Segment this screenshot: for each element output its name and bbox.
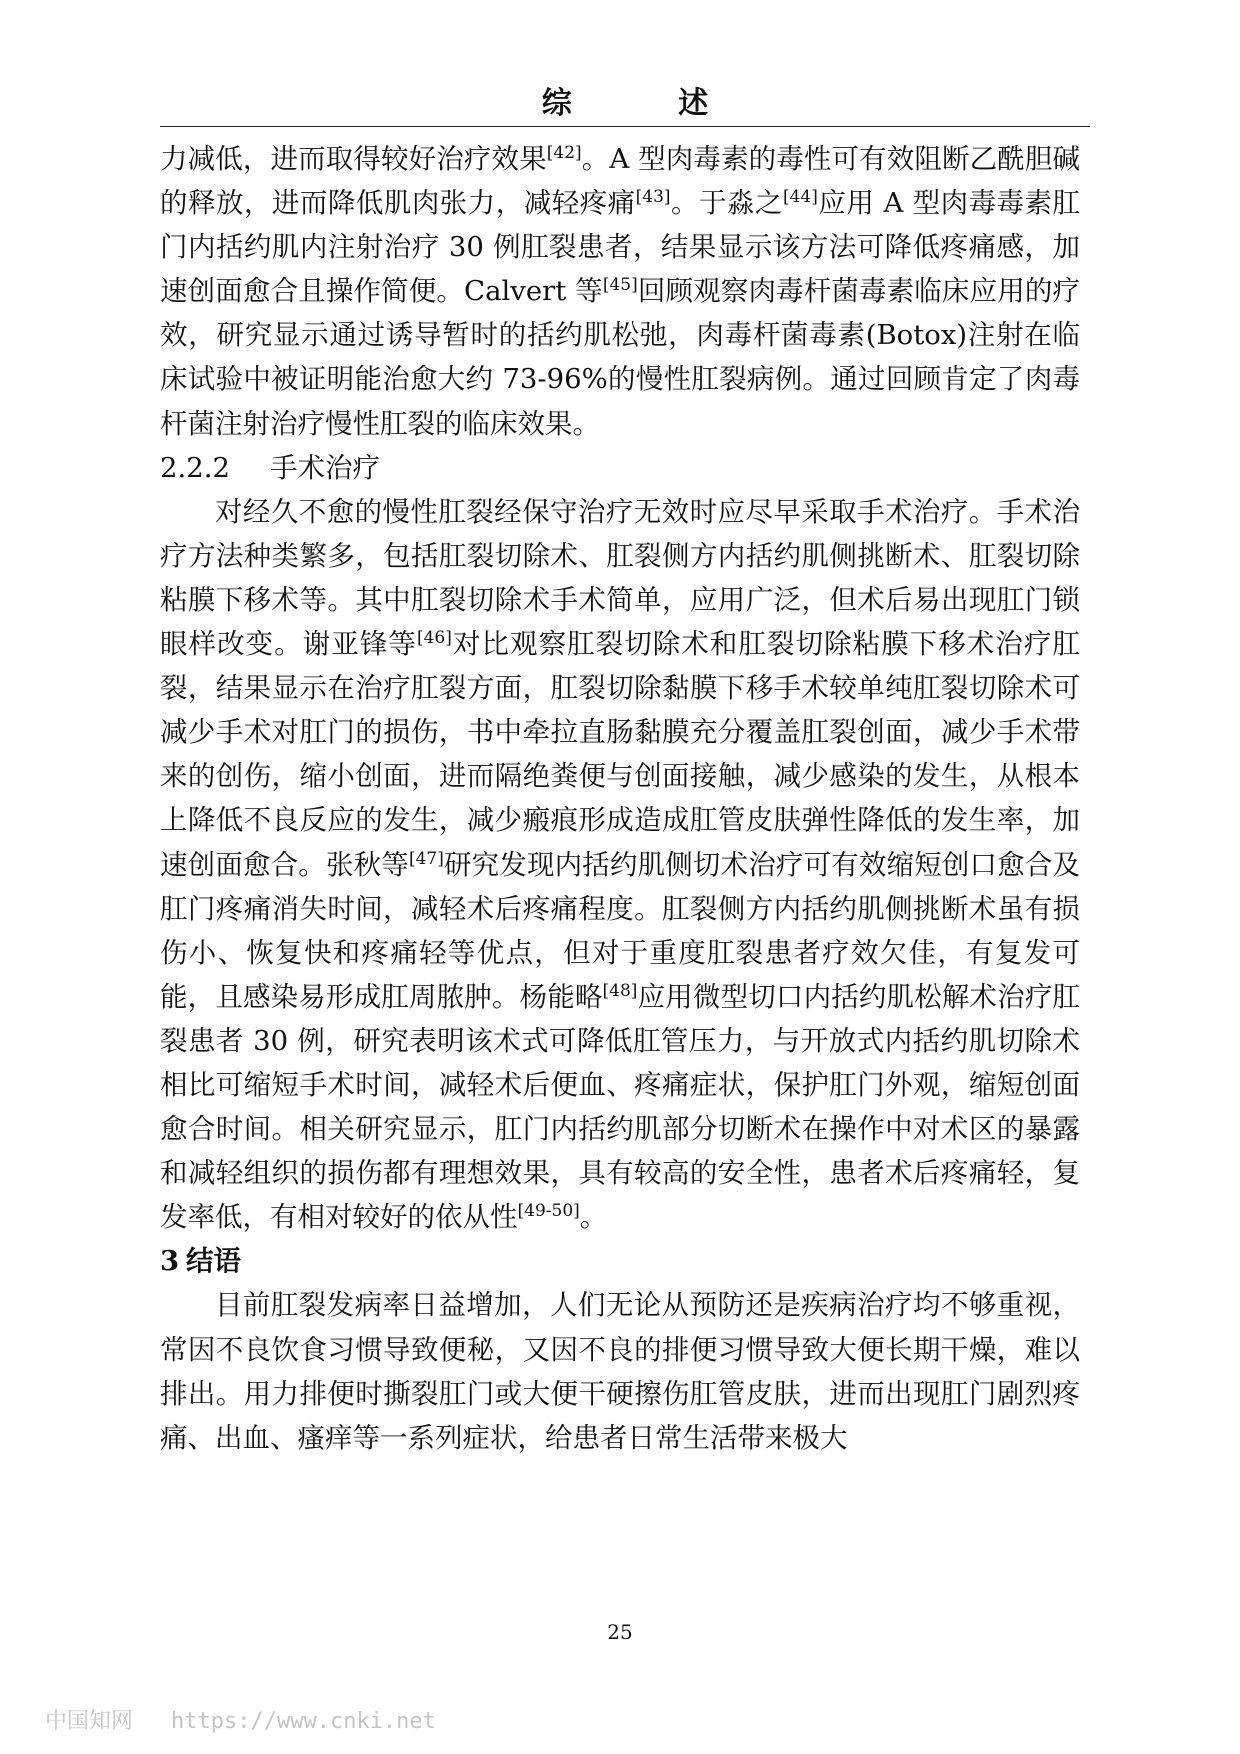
text-run: 对经久不愈的慢性肛裂经保守治疗无效时应尽早采取手术治疗。手术治疗方法种类繁多，包括肛裂切除术、肛裂侧方内括约肌侧挑断术、肛裂切除粘膜下移术等。其中肛裂切除术手术简单，应用广泛，但术后易出现肛门锁眼样改变。谢亚锋等 <box>160 495 1080 661</box>
section-title: 结语 <box>186 1245 241 1278</box>
text-run: 。A 型肉毒素的毒性可有效阻断乙酰胆碱的释放，进而降低肌肉张力，减轻疼痛 <box>160 143 1080 220</box>
page-header-title: 综 述 <box>541 86 757 121</box>
text-run: 对比观察肛裂切除术和肛裂切除粘膜下移术治疗肛裂，结果显示在治疗肛裂方面，肛裂切除黏膜下移手术较单纯肛裂切除术可减少手术对肛门的损伤，书中牵拉直肠黏膜充分覆盖肛裂创面，减少手术带来的创伤，缩小创面，进而隔绝粪便与创面接触，减少感染的发生，从根本上降低不良反应的发生，减少瘢痕形成造成肛管皮肤弹性降低的发生率，加速创面愈合。张秋等 <box>160 628 1081 881</box>
citation-ref: [47] <box>408 848 444 869</box>
text-run: 。 <box>579 1201 608 1234</box>
citation-ref: [45] <box>602 275 638 296</box>
text-run: 力减低，进而取得较好治疗效果 <box>160 143 547 175</box>
watermark-url: https://www.cnki.net <box>171 1709 436 1734</box>
paragraph-surgery <box>160 490 1080 1240</box>
page-number: 25 <box>607 1620 633 1644</box>
article-body <box>160 137 1080 1460</box>
citation-ref: [44] <box>782 187 818 208</box>
text-run: 。于淼之 <box>670 187 783 220</box>
section-number: 3 <box>160 1245 180 1278</box>
section-number: 2.2.2 <box>160 451 230 484</box>
cnki-watermark <box>45 1707 436 1737</box>
paragraph-botox <box>160 137 1080 446</box>
citation-ref: [46] <box>416 628 452 649</box>
citation-ref: [48] <box>602 980 638 1001</box>
citation-ref: [42] <box>546 143 582 163</box>
text-run: 应用 A 型肉毒毒素肛门内括约肌内注射治疗 30 例肛裂患者，结果显示该方法可降低疼痛感，加速创面愈合且操作简便。Calvert 等 <box>160 187 1081 308</box>
section-title: 手术治疗 <box>270 451 380 484</box>
section-heading-2-2-2 <box>160 446 1080 490</box>
text-run: 目前肛裂发病率日益增加，人们无论从预防还是疾病治疗均不够重视，常因不良饮食习惯导致便秘，又因不良的排便习惯导致大便长期干燥，难以排出。用力排便时撕裂肛门或大便干硬擦伤肛管皮肤，进而出现肛门剧烈疼痛、出血、瘙痒等一系列症状，给患者日常生活带来极大 <box>160 1289 1080 1454</box>
text-run: 应用微型切口内括约肌松解术治疗肛裂患者 30 例，研究表明该术式可降低肛管压力，与开放式内括约肌切除术相比可缩短手术时间，减轻术后便血、疼痛症状，保护肛门外观，缩短创面愈合时间。相关研究显示，肛门内括约肌部分切断术在操作中对术区的暴露和减轻组织的损伤都有理想效果，具有较高的安全性，患者术后疼痛轻，复发率低，有相对较好的依从性 <box>160 980 1080 1234</box>
paragraph-conclusion <box>160 1283 1080 1459</box>
header-rule <box>160 126 1090 127</box>
text-run: 研究发现内括约肌侧切术治疗可有效缩短创口愈合及肛门疼痛消失时间，减轻术后疼痛程度。肛裂侧方内括约肌侧挑断术虽有损伤小、恢复快和疼痛轻等优点，但对于重度肛裂患者疗效欠佳，有复发可能，且感染易形成肛周脓肿。杨能略 <box>160 848 1081 1013</box>
citation-ref: [43] <box>635 187 671 208</box>
watermark-brand: 中国知网 <box>45 1709 134 1734</box>
text-run: 回顾观察肉毒杆菌毒素临床应用的疗效，研究显示通过诱导暂时的括约肌松弛，肉毒杆菌毒素(Botox)注射在临床试验中被证明能治愈大约 73-96%的慢性肛裂病例。通过回顾肯定了肉毒杆菌注射治疗慢性肛裂的临床效果。 <box>160 275 1081 440</box>
section-heading-3 <box>160 1239 1080 1283</box>
citation-ref: [49-50] <box>517 1201 580 1222</box>
